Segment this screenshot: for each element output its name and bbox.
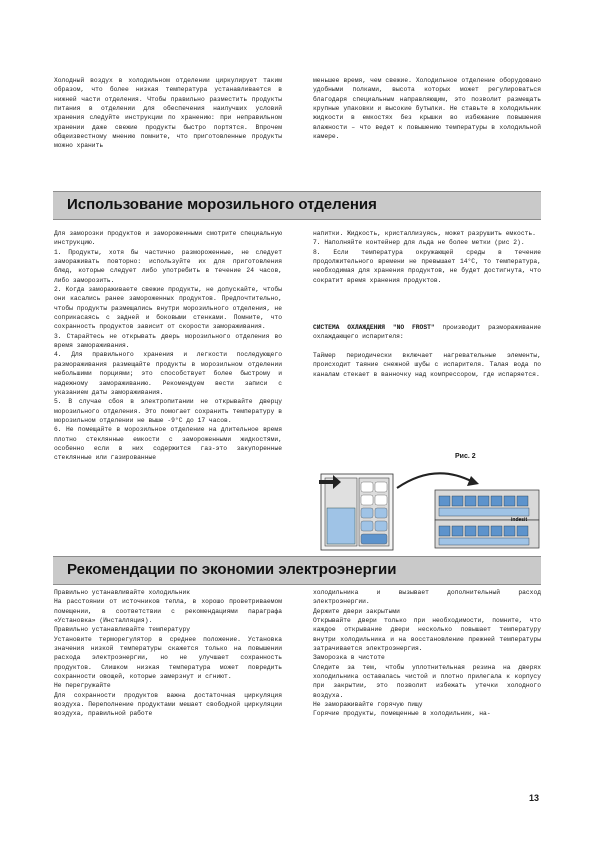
page-number: 13 <box>528 793 539 803</box>
freezer-left-paragraph: Для заморозки продуктов и замороженными смотрите специальную инструкцию. 1. Продукты, хотя бы частично размороженные, не следует замораживать повторно: используйте их для приготовления блюд, которые следует либо употребить в течение 24 часов, либо заморозить. 2. Когда замораживаете свежие продукты, не допускайте, чтобы они касались ранее замороженных продуктов. Предпочтительно, чтобы продукты размещались внутри морозильного отделения, не соприкасаясь с задней и боковыми стенками. Помните, что сохранность продуктов зависит от скорости замораживания. 3. Старайтесь не открывать дверь морозильного отделения во время замораживания. 4. Для правильного хранения и легкости последующего размораживания размещайте продукты в морозильном отделении небольшими порциями; это способствует более быстрому и надежному замораживанию. Рекомендуем вести записи с указанием даты замораживания. 5. В случае сбоя в электропитании не открывайте дверцу морозильного отделения. Это помогает сохранить температуру в морозильном отделении не выше -9°С до 17 часов. 6. Не помещайте в морозильное отделение на длительное время плотно стеклянные емкости с замороженными жидкостями, особенно если в них содержится газ-это закупоренные стеклянные или газированные <box>54 230 282 462</box>
nofrost-body: Таймер периодически включает нагревательные элементы, происходит таяние снежной шубы с испарителя. Талая вода по каналам стекает в ванночку над компрессором, где испаряется. <box>313 352 541 378</box>
energy-section-title: Рекомендации по экономии электроэнергии <box>67 561 397 578</box>
nofrost-paragraph <box>313 323 541 342</box>
intro-left-paragraph: Холодный воздух в холодильном отделении циркулирует таким образом, что более низкая температура устанавливается в нижней части отделения. Чтобы правильно разместить продукты питания в отделении для обеспечения наилучших условий хранения следуйте инструкции по хранению: при неправильном хранении даже свежие продукты быстро портятся. Впрочем общеизвестному мнению помните, что приготовленные продукты можно хранить <box>54 77 282 150</box>
freezer-right-paragraph: напитки. Жидкость, кристаллизуясь, может разрушить емкость. 7. Наполняйте контейнер для льда не более метки (рис 2). 8. Если температура окружающей среды в течение продолжительного времени не превышает 14°С, то температура, необходимая для хранения продуктов, не будет достигнута, что сократит время хранения продуктов. <box>313 230 541 284</box>
freezer-section-banner <box>53 191 541 220</box>
energy-section-banner <box>53 556 541 585</box>
freezer-section-title: Использование морозильного отделения <box>67 196 377 213</box>
figure-caption: Рис. 2 <box>455 453 476 460</box>
ice-tray-closeup <box>319 474 393 550</box>
nofrost-heading: СИСТЕМА ОХЛАЖДЕНИЯ "NO FROST" <box>313 324 435 331</box>
intro-right-paragraph: меньшее время, чем свежие. Холодильное отделение оборудовано удобными полками, высота которых может регулироваться благодаря специальным направляющим, это позволит размещать крупные упаковки и высокие бутылки. Не ставьте в холодильник жидкости в емкостях без крышки во избежание повышения влажности – что ведет к повышению температуры в холодильной камере. <box>313 77 541 141</box>
figure-brand-label: indesit <box>511 517 528 523</box>
energy-left-paragraph: Правильно устанавливайте холодильник На расстоянии от источников тепла, в хорошо проветриваемом помещении, в соответствии с рекомендациями параграфа «Установка» (Инсталляция). Правильно устанавливайте температуру Установите терморегулятор в среднее положение. Установка значения низкой температуры скажется только на повышении расхода электроэнергии, но не улучшает сохранность продуктов. Слишком низкая температура может повредить сохранности овощей, которые замерзнут и сгниют. Не перегружайте Для сохранности продуктов важна достаточная циркуляция воздуха. Переполнение продуктами мешает свободной циркуляции воздуха, правильной работе <box>54 589 282 718</box>
nofrost-heading-tail: производит размораживание охлаждающего испарителя: <box>313 324 541 341</box>
energy-right-paragraph: холодильника и вызывает дополнительный расход электроэнергии. Держите двери закрытыми Открывайте двери только при необходимости, помните, что каждое открывание двери несколько повышает температуру внутри холодильника и на восстановление прежней температуры затрачивается электроэнергия. Заморозка в чистоте Следите за тем, чтобы уплотнительная резина на дверях холодильника оставалась чистой и плотно прилегала к корпусу при закрытии, это позволит избежать утечки холодного воздуха. Не замораживайте горячую пищу Горячие продукты, помещенные в холодильник, на- <box>313 589 541 718</box>
ice-maker-figure <box>315 460 543 555</box>
